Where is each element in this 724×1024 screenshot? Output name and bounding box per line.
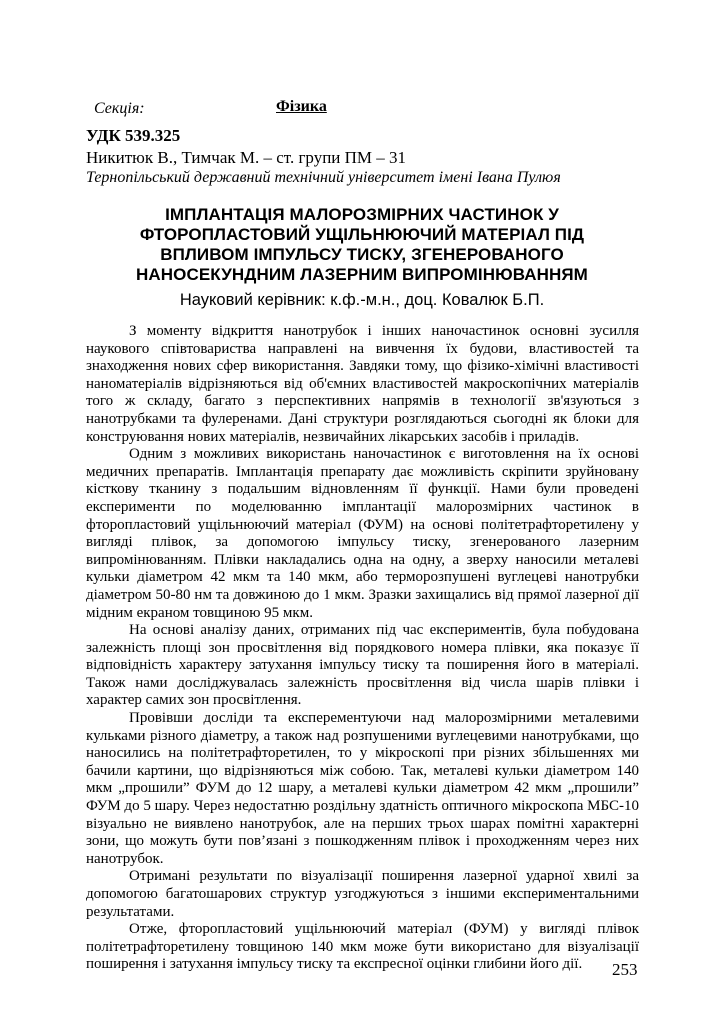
body-paragraph: На основі аналізу даних, отриманих під час експериментів, була побудована залежність площі зон просвітлення від порядкового номера плівки, яка показує її відповідність характеру затухання імпульсу тиску та поширення його в матеріалі. Також нами досліджувалась залежність просвітлення від числа шарів плівки і характер самих зон просвітлення. — [86, 622, 639, 709]
paper-body — [86, 323, 639, 974]
scientific-supervisor: Науковий керівник: к.ф.-м.н., доц. Ковалюк Б.П. — [179, 291, 545, 309]
authors: Никитюк В., Тимчак М. – ст. групи ПМ – 31 — [86, 148, 407, 167]
body-paragraph: Отримані результати по візуалізації поширення лазерної ударної хвилі за допомогою багатошарових структур узгоджуються з іншими експериментальними результатами. — [86, 868, 639, 920]
title-line: ФТОРОПЛАСТОВИЙ УЩІЛЬНЮЮЧИЙ МАТЕРІАЛ ПІД — [139, 225, 585, 244]
body-paragraph: Провівши досліди та експерементуючи над малорозмірними металевими кульками різного діаметру, а також над розпушеними вуглецевими нанотрубками, що наносились на політетрафторетилен, то у мікроскопі при різних збільшеннях ми бачили картини, що відрізняються між собою. Так, металеві кульки діаметром 140 мкм „прошили” ФУМ до 12 шару, а металеві кульки діаметром 42 мкм „прошили” ФУМ до 5 шару. Через недостатню роздільну здатність оптичного мікроскопа МБС-10 візуально не виявлено нанотрубок, але на перших трьох шарах помітні характерні зони, що можуть бути пов’язані з пошкодженням плівок і проходженням через них нанотрубок. — [86, 710, 639, 867]
body-paragraph: Отже, фторопластовий ущільнюючий матеріал (ФУМ) у вигляді плівок політетрафторетилену товщиною 140 мкм може бути використано для візуалізації поширення і затухання імпульсу тиску та експресної оцінки глибини його дії. — [86, 921, 639, 973]
udk-code: УДК 539.325 — [86, 126, 181, 145]
body-paragraph: Одним з можливих використань наночастинок є виготовлення на їх основі медичних препаратів. Імплантація препарату дає можливість скріпити зруйновану кісткову тканину з подальшим відновленням її функції. Нами були проведені експерименти по моделюванню імплантації малорозмірних частинок в фторопластовий ущільнюючий матеріал (ФУМ) на основі політетрафторетилену у вигляді плівок, за допомогою імпульсу тиску, згенерованого лазерним випромінюванням. Плівки накладались одна на одну, а зверху наносили металеві кульки діаметром 42 мкм та 140 мкм, або терморозпушені вуглецеві нанотрубки діаметром 50-80 нм та довжиною до 1 мкм. Зразки захищались від прямої лазерної дії мідним екраном товщиною 95 мкм. — [86, 446, 639, 621]
affiliation: Тернопільський державний технічний університет імені Івана Пулюя — [86, 169, 561, 186]
page-number: 253 — [612, 960, 638, 979]
body-paragraph: З моменту відкриття нанотрубок і інших наночастинок основні зусилля наукового співтовариства направлені на вивчення їх будови, властивостей та знаходження нових сфер використання. Завдяки тому, що фізико-хімічні властивості наноматеріалів відрізняються від об'ємних властивостей макроскопічних матеріалів того ж складу, багато з перспективних напрямів в технології зв'язуються з нанотрубками та фулеренами. Дані структури розглядаються сьогодні як блоки для конструювання нових матеріалів, незвичайних лікарських засобів і приладів. — [86, 323, 639, 445]
section-label: Секція: — [94, 100, 145, 117]
title-line: ІМПЛАНТАЦІЯ МАЛОРОЗМІРНИХ ЧАСТИНОК У — [165, 205, 559, 224]
title-line: НАНОСЕКУНДНИМ ЛАЗЕРНИМ ВИПРОМІНЮВАННЯМ — [136, 265, 588, 284]
title-line: ВПЛИВОМ ІМПУЛЬСУ ТИСКУ, ЗГЕНЕРОВАНОГО — [160, 245, 564, 264]
section-name: Фізика — [276, 98, 327, 115]
paper-title — [86, 205, 638, 285]
